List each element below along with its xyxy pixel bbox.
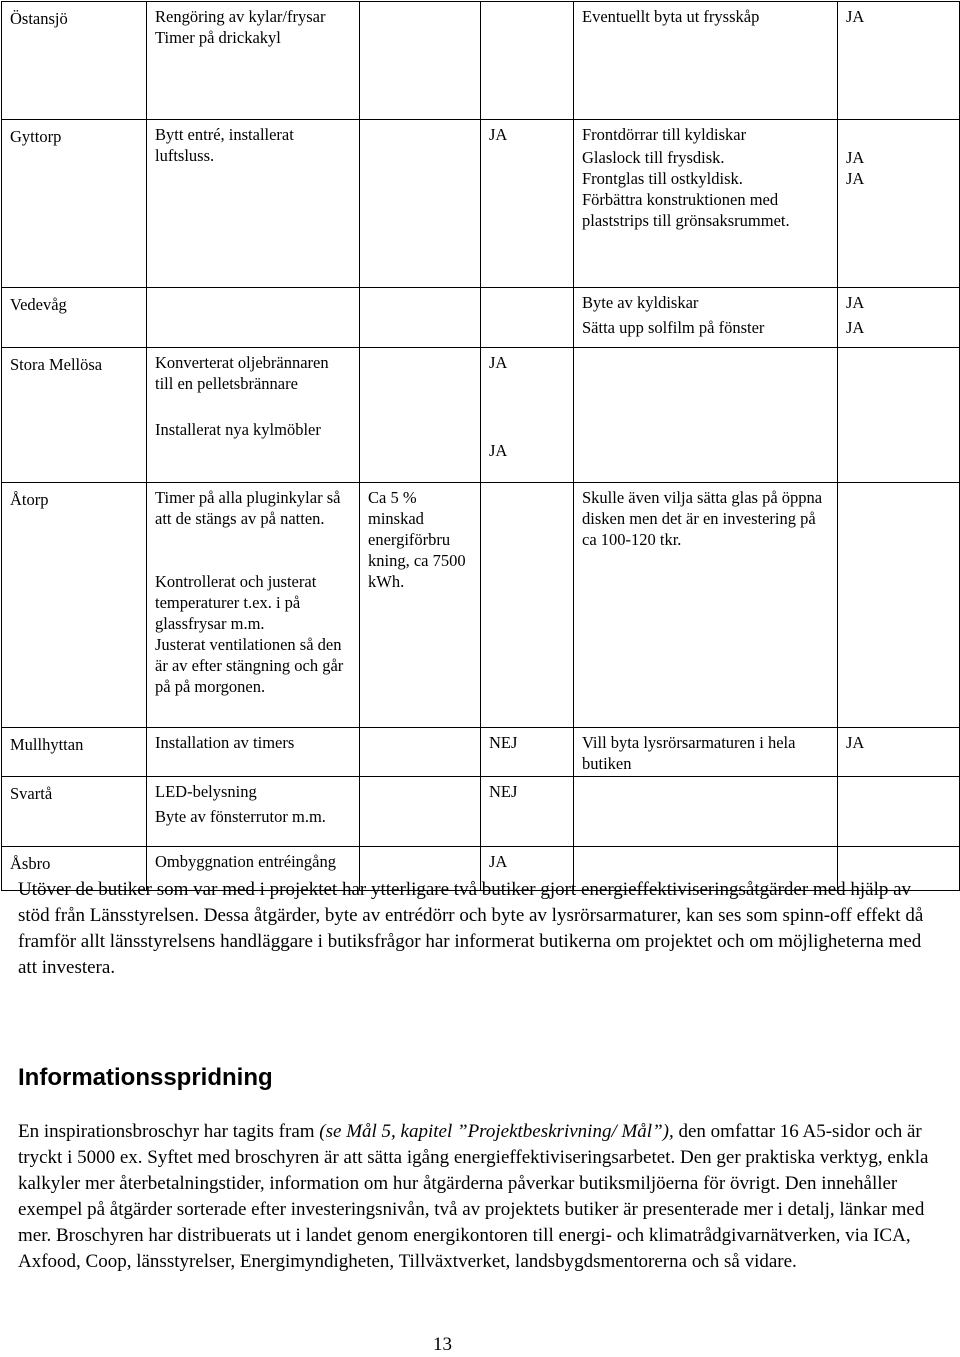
ja1-cell: NEJ xyxy=(481,728,574,777)
done-measure: Ombyggnation entréingång xyxy=(147,847,360,891)
store-name: Gyttorp xyxy=(2,120,147,288)
ja1-cell xyxy=(481,288,574,348)
section-heading: Informationsspridning xyxy=(18,1064,273,1091)
planned-measure xyxy=(574,348,838,483)
extra-cell xyxy=(360,288,481,348)
planned-measure: Frontdörrar till kyldiskar Glaslock till frysdisk. Frontglas till ostkyldisk. Förbättra konstruktionen med plaststrips till grönsaksrummet. xyxy=(574,120,838,288)
done-measure: Timer på alla pluginkylar så att de stängs av på natten. Kontrollerat och justerat temperaturer t.ex. i på glassfrysar m.m. Justerat ventilationen så den är av efter stängning och går på på morgonen. xyxy=(147,483,360,728)
measures-table xyxy=(1,1,960,891)
ja1-cell xyxy=(481,483,574,728)
page-number: 13 xyxy=(433,1334,452,1355)
ja2-cell: JA xyxy=(838,2,960,120)
done-measure: LED-belysning Byte av fönsterrutor m.m. xyxy=(147,777,360,847)
table-row xyxy=(2,483,960,728)
extra-cell xyxy=(360,2,481,120)
table-row xyxy=(2,348,960,483)
done-measure: Konverterat oljebrännaren till en pelletsbrännare Installerat nya kylmöbler xyxy=(147,348,360,483)
done-measure: Installation av timers xyxy=(147,728,360,777)
planned-measure xyxy=(574,777,838,847)
store-name: Svartå xyxy=(2,777,147,847)
store-name: Stora Mellösa xyxy=(2,348,147,483)
info-paragraph: En inspirationsbroschyr har tagits fram (se Mål 5, kapitel ”Projektbeskrivning/ Mål”), den omfattar 16 A5-sidor och är tryckt i 5000 ex. Syftet med broschyren är att sätta igång energieffektiviseringsarbetet. Den ger praktiska verktyg, enkla kalkyler mer återbetalningstider, information om hur åtgärderna påverkar butiksmiljöerna för övrigt. Den innehåller exempel på åtgärder sorterade efter investeringsnivån, två av projektets butiker är presenterade mer i detalj, länkar med mer. Broschyren har distribuerats ut i landet genom energikontoren till energi- och klimatrådgivarnätverken, via ICA, Axfood, Coop, länsstyrelser, Energimyndigheten, Tillväxtverket, landsbygdsmentorerna och så vidare. xyxy=(18,1121,929,1272)
store-name: Åsbro xyxy=(2,847,147,891)
ja1-cell: JA xyxy=(481,120,574,288)
ja2-cell xyxy=(838,777,960,847)
ja2-cell: JA JA xyxy=(838,288,960,348)
store-name: Åtorp xyxy=(2,483,147,728)
table-row xyxy=(2,777,960,847)
extra-cell xyxy=(360,348,481,483)
ja1-cell: JA xyxy=(481,847,574,891)
done-measure xyxy=(147,288,360,348)
done-measure: Bytt entré, installerat luftsluss. xyxy=(147,120,360,288)
spin-off-paragraph: Utöver de butiker som var med i projektet har ytterligare två butiker gjort energieffektiviseringsåtgärder med hjälp av stöd från Länsstyrelsen. Dessa åtgärder, byte av entrédörr och byte av lysrörsarmaturer, kan ses som spinn-off effekt då framför allt länsstyrelsens handläggare i butiksfrågor har informerat butikerna om projektet och om möjligheterna med att investera. xyxy=(18,879,924,978)
planned-measure: Skulle även vilja sätta glas på öppna disken men det är en investering på ca 100-120 tkr. xyxy=(574,483,838,728)
ja1-cell xyxy=(481,2,574,120)
store-name: Vedevåg xyxy=(2,288,147,348)
extra-cell xyxy=(360,777,481,847)
table-row xyxy=(2,120,960,288)
extra-cell: Ca 5 % minskad energiförbru kning, ca 7500 kWh. xyxy=(360,483,481,728)
extra-cell xyxy=(360,728,481,777)
table-row xyxy=(2,2,960,120)
done-measure: Rengöring av kylar/frysar Timer på drickakyl xyxy=(147,2,360,120)
ja1-cell: NEJ xyxy=(481,777,574,847)
ja2-cell: JA xyxy=(838,728,960,777)
ja2-cell xyxy=(838,483,960,728)
planned-measure: Byte av kyldiskar Sätta upp solfilm på fönster xyxy=(574,288,838,348)
extra-cell xyxy=(360,120,481,288)
table-row xyxy=(2,288,960,348)
planned-measure: Vill byta lysrörsarmaturen i hela butiken xyxy=(574,728,838,777)
ja2-cell xyxy=(838,348,960,483)
ja1-cell: JA JA xyxy=(481,348,574,483)
table-row xyxy=(2,728,960,777)
store-name: Mullhyttan xyxy=(2,728,147,777)
store-name: Östansjö xyxy=(2,2,147,120)
planned-measure: Eventuellt byta ut frysskåp xyxy=(574,2,838,120)
ja2-cell: JA JA xyxy=(838,120,960,288)
